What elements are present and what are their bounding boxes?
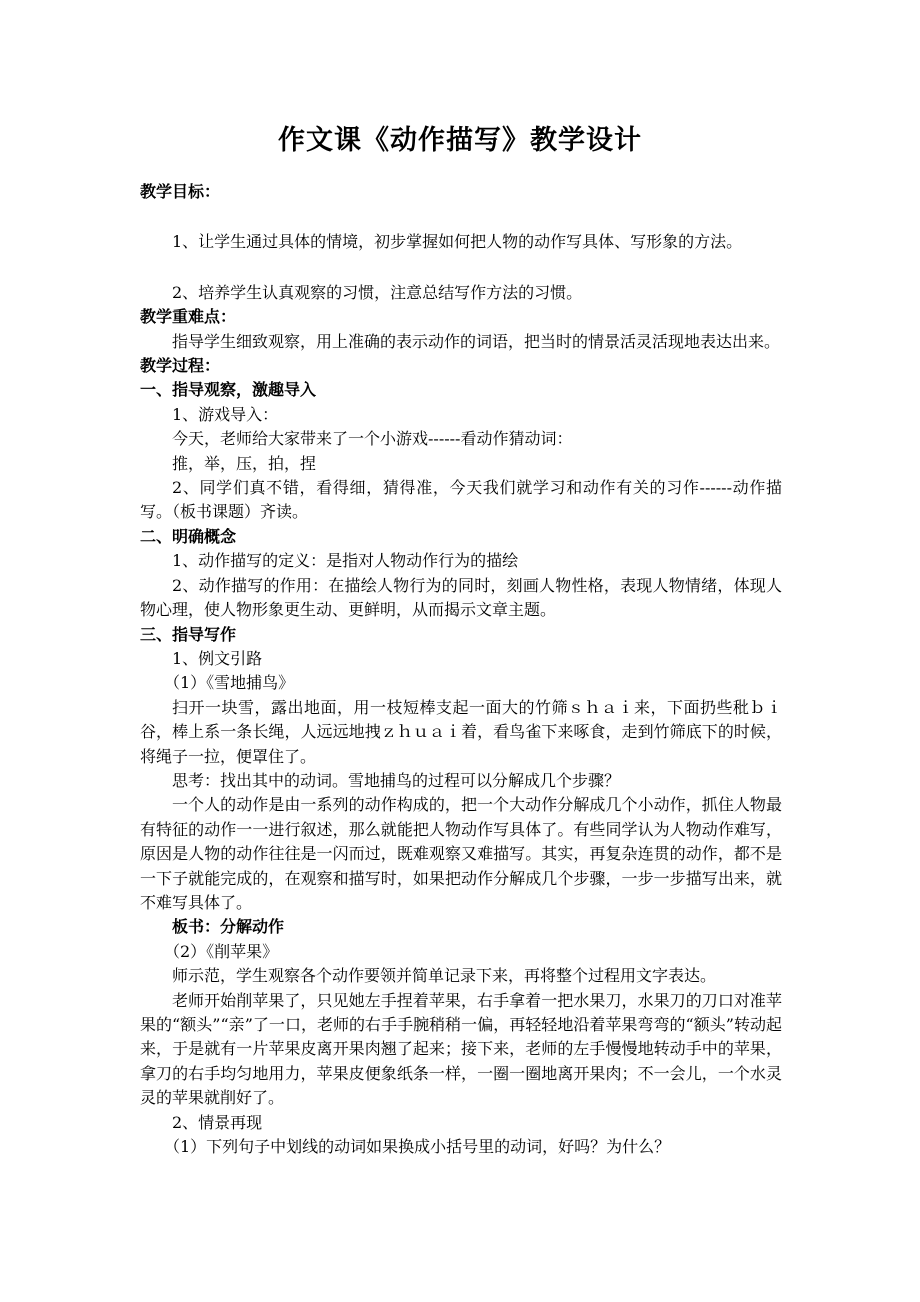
section-2-heading: 二、明确概念 (140, 526, 237, 546)
goals-heading: 教学目标： (140, 182, 221, 201)
section-1-item-1: 1、游戏导入： (172, 404, 279, 424)
difficulty-heading: 教学重难点： (140, 307, 237, 327)
section-1-words: 推，举，压，拍，捏 (172, 453, 317, 473)
section-3-item-1: 1、例文引路 (172, 648, 263, 668)
section-1-game: 今天，老师给大家带来了一个小游戏------看动作猜动词： (172, 429, 573, 449)
section-1-item-2: 2、同学们真不错，看得细，猜得准，今天我们就学习和动作有关的习作------动作描写。（板书课题）齐读。 (140, 478, 782, 522)
goal-2: 2、培养学生认真观察的习惯，注意总结写作方法的习惯。 (172, 282, 583, 302)
example-1-text: 扫开一块雪，露出地面，用一枝短棒支起一面大的竹筛ｓｈａｉ来，下面扔些秕ｂｉ谷，棒上系一条长绳，人远远地拽ｚｈｕａｉ着，看鸟雀下来啄食，走到竹筛底下的时候，将绳子一拉，便罩住了。 (140, 697, 782, 766)
example-2-title: （2）《削苹果》 (164, 941, 279, 961)
board-text: 板书：分解动作 (172, 917, 285, 937)
explain-text: 一个人的动作是由一系列的动作构成的，把一个大动作分解成几个小动作，抓住人物最有特征的动作一一进行叙述，那么就能把人物动作写具体了。有些同学认为人物动作难写，原因是人物的动作往往是一闪而过，既难观察又难描写。其实，再复杂连贯的动作，都不是一下子就能完成的，在观察和描写时，如果把动作分解成几个步骤，一步一步描写出来，就不难写具体了。 (140, 795, 782, 912)
section-1-heading: 一、指导观察，激趣导入 (140, 380, 317, 400)
difficulty-text: 指导学生细致观察，用上准确的表示动作的词语，把当时的情景活灵活现地表达出来。 (172, 331, 781, 351)
section-3-item-2: 2、情景再现 (172, 1112, 263, 1132)
example-1-title: （1）《雪地捕鸟》 (164, 673, 295, 693)
document-body (140, 180, 782, 1159)
section-2-item-2: 2、动作描写的作用：在描绘人物行为的同时，刻画人物性格，表现人物情绪，体现人物心理，使人物形象更生动、更鲜明，从而揭示文章主题。 (140, 575, 782, 620)
think-text: 思考：找出其中的动词。雪地捕鸟的过程可以分解成几个步骤？ (172, 770, 621, 790)
document-title: 作文课《动作描写》教学设计 (278, 125, 642, 156)
section-2-item-1: 1、动作描写的定义：是指对人物动作行为的描绘 (172, 551, 519, 571)
demo-text: 师示范，学生观察各个动作要领并简单记录下来，再将整个过程用文字表达。 (172, 966, 717, 986)
process-heading: 教学过程： (140, 356, 221, 376)
section-3-item-2-question: （1）下列句子中划线的动词如果换成小括号里的动词，好吗？为什么？ (164, 1137, 671, 1157)
apple-text: 老师开始削苹果了，只见她左手捏着苹果，右手拿着一把水果刀，水果刀的刀口对准苹果的“额头”“亲”了一口，老师的右手手腕稍稍一偏，再轻轻地沿着苹果弯弯的“额头”转动起来，于是就有一片苹果皮离开果肉翘了起来；接下来，老师的左手慢慢地转动手中的苹果，拿刀的右手均匀地用力，苹果皮便象纸条一样，一圈一圈地离开果肉；不一会儿，一个水灵灵的苹果就削好了。 (140, 990, 782, 1108)
goal-1: 1、让学生通过具体的情境，初步掌握如何把人物的动作写具体、写形象的方法。 (172, 232, 743, 252)
section-3-heading: 三、指导写作 (140, 624, 237, 644)
